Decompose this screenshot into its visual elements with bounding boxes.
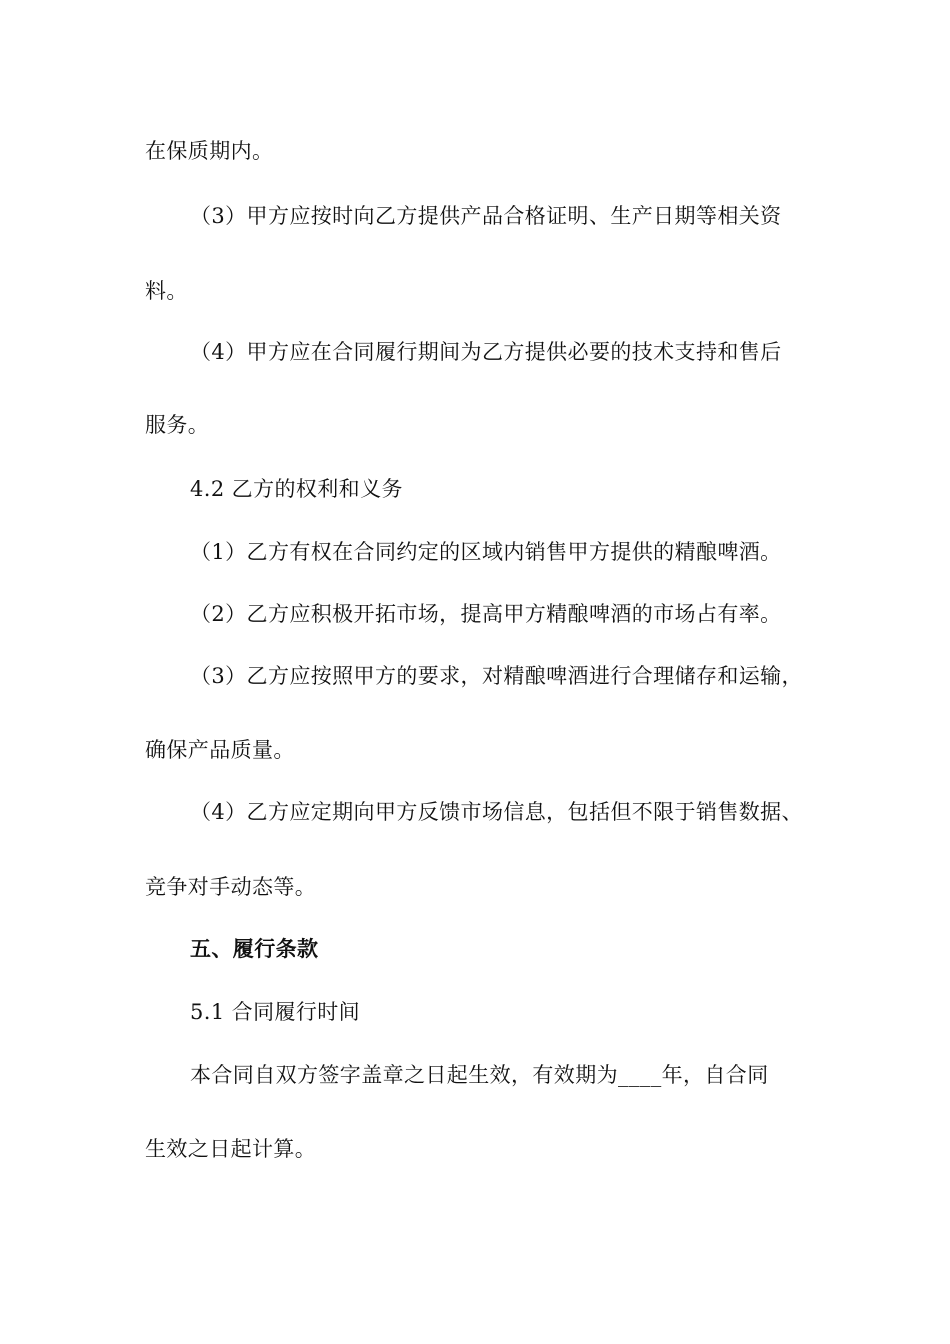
paragraph-line: 确保产品质量。 <box>145 738 295 762</box>
section-subheading: 4.2 乙方的权利和义务 <box>190 477 403 501</box>
paragraph-line: （3）甲方应按时向乙方提供产品合格证明、生产日期等相关资 <box>190 204 782 228</box>
paragraph-line: （2）乙方应积极开拓市场，提高甲方精酿啤酒的市场占有率。 <box>190 602 782 626</box>
paragraph-line: （3）乙方应按照甲方的要求，对精酿啤酒进行合理储存和运输， <box>190 664 803 688</box>
paragraph-line: 竞争对手动态等。 <box>145 875 317 899</box>
paragraph-line: （1）乙方有权在合同约定的区域内销售甲方提供的精酿啤酒。 <box>190 540 782 564</box>
paragraph-line: 在保质期内。 <box>145 139 274 163</box>
section-subheading: 5.1 合同履行时间 <box>190 1000 361 1024</box>
paragraph-line: （4）乙方应定期向甲方反馈市场信息，包括但不限于销售数据、 <box>190 800 803 824</box>
section-heading: 五、履行条款 <box>190 936 319 961</box>
paragraph-line: （4）甲方应在合同履行期间为乙方提供必要的技术支持和售后 <box>190 340 782 364</box>
paragraph-line: 服务。 <box>145 413 210 437</box>
paragraph-line: 本合同自双方签字盖章之日起生效，有效期为____年，自合同 <box>190 1063 769 1087</box>
paragraph-line: 料。 <box>145 279 188 303</box>
paragraph-line: 生效之日起计算。 <box>145 1137 317 1161</box>
